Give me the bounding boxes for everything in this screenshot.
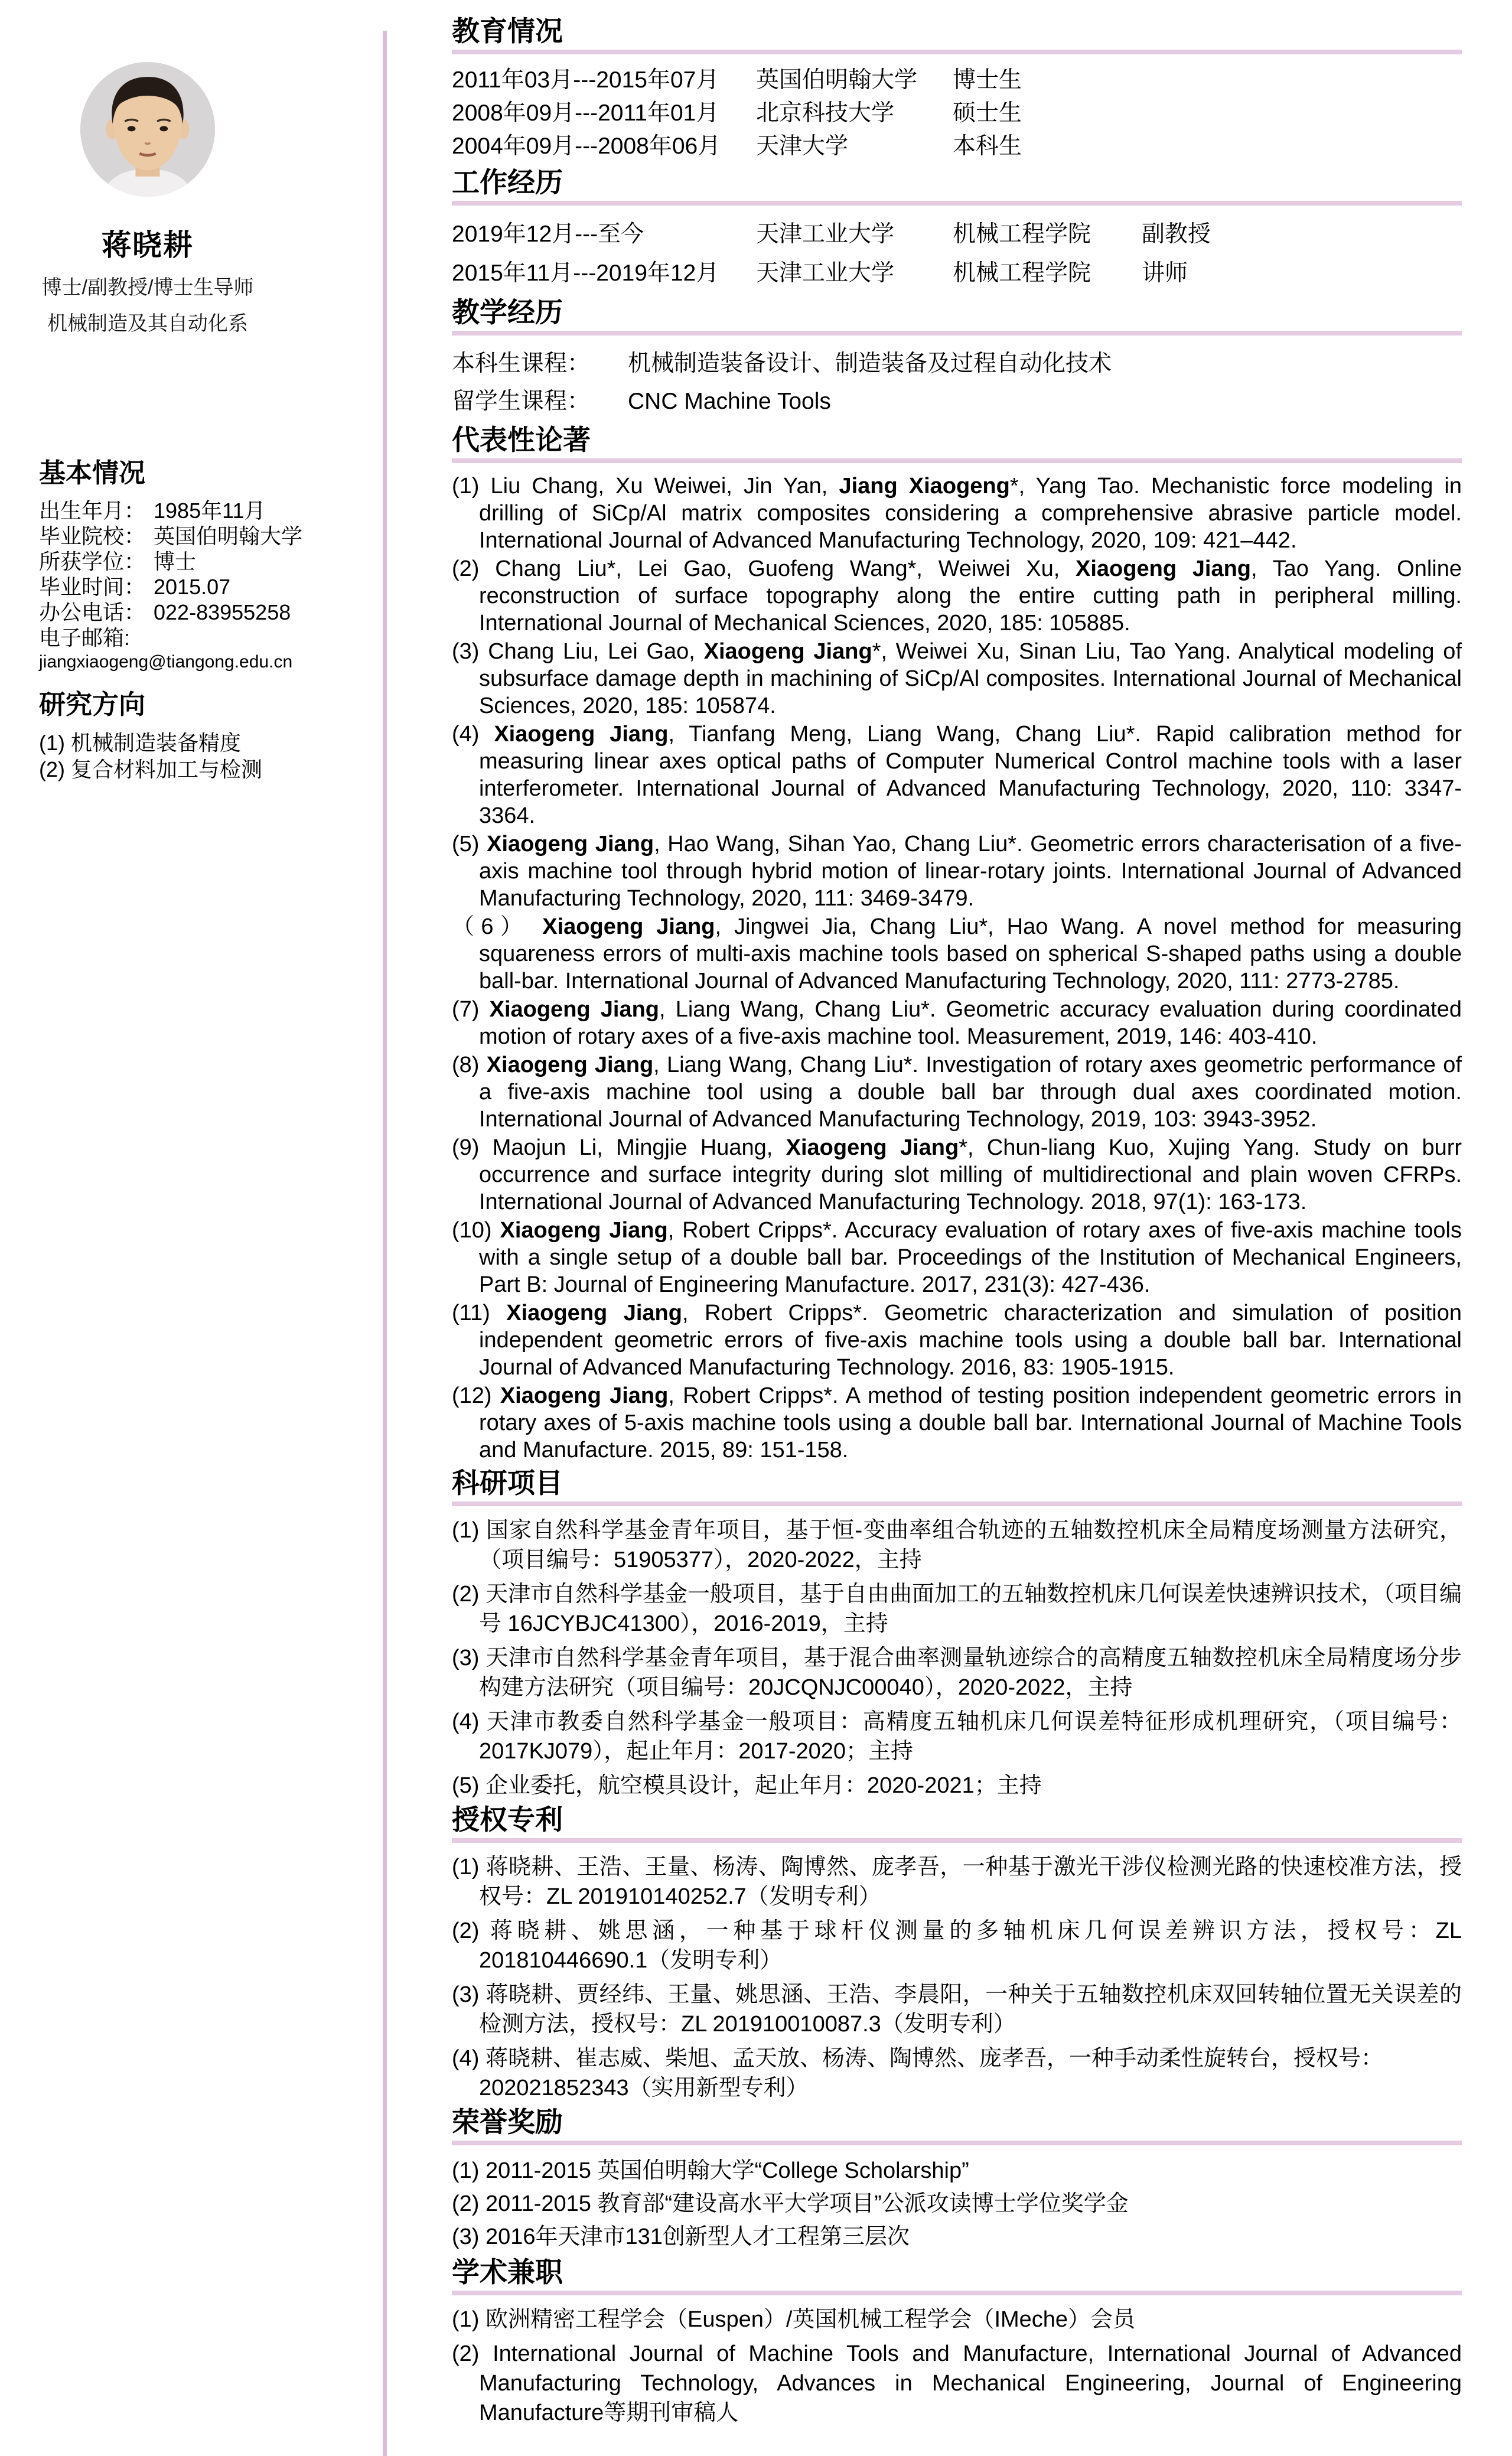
table-cell: 硕士生 xyxy=(953,100,1022,126)
info-value: CNC Machine Tools xyxy=(628,389,831,414)
basic-info-section xyxy=(39,458,346,674)
info-label: 留学生课程： xyxy=(452,389,591,414)
list-item: (5) 企业委托，航空模具设计，起止年月：2020-2021；主持 xyxy=(452,1773,1042,1798)
info-value: 博士 xyxy=(154,549,197,574)
projects-heading: 科研项目 xyxy=(452,1467,563,1499)
publications-list xyxy=(452,473,1462,1464)
table-cell: 副教授 xyxy=(1142,222,1211,247)
list-item-number: (1) xyxy=(452,1855,486,1880)
section-divider xyxy=(452,331,1462,335)
list-item: (2) 蒋晓耕、姚思涵，一种基于球杆仪测量的多轴机床几何误差辨识方法，授权号：ZL 201810446690.1（发明专利） xyxy=(452,1918,1462,1973)
list-item-number: (3) xyxy=(452,2224,485,2249)
patents-section xyxy=(452,1805,1462,2103)
list-item-number: (5) xyxy=(452,1773,485,1798)
list-item: (3) 蒋晓耕、贾经纬、王量、姚思涵、王浩、李晨阳，一种关于五轴数控机床双回转轴位置无关误差的检测方法，授权号：ZL 201910010087.3（发明专利） xyxy=(452,1982,1462,2037)
info-value: 022-83955258 xyxy=(154,600,291,624)
profile-block xyxy=(0,62,295,336)
service-section xyxy=(452,2258,1462,2428)
publications-heading: 代表性论著 xyxy=(452,424,591,455)
person-department: 机械制造及其自动化系 xyxy=(47,312,248,335)
list-item: (1) 2011-2015 英国伯明翰大学“College Scholarship” xyxy=(452,2158,969,2183)
table-row xyxy=(452,215,1462,254)
info-label: 出生年月： xyxy=(39,499,146,523)
list-item-number: (4) xyxy=(452,2046,485,2071)
list-item: (4) Xiaogeng Jiang, Tianfang Meng, Liang Wang, Chang Liu*. Rapid calibration method for measuring linear axes optical paths of Computer Numerical Control machine tools with a laser interferometer. International Journal of Advanced Manufacturing Technology, 2020, 110: 3347-3364. xyxy=(452,722,1462,828)
info-value: 英国伯明翰大学 xyxy=(154,524,303,548)
section-divider xyxy=(452,201,1462,206)
list-item: （6） Xiaogeng Jiang, Jingwei Jia, Chang Liu*, Hao Wang. A novel method for measuring squareness errors of multi-axis machine tools based on spherical S-shaped paths using a double ball-bar. International Journal of Advanced Manufacturing Technology, 2020, 111: 2773-2785. xyxy=(452,914,1462,994)
section-divider xyxy=(452,2291,1462,2295)
info-row xyxy=(452,345,1462,383)
list-item: (11) Xiaogeng Jiang, Robert Cripps*. Geometric characterization and simulation of position independent geometric errors of five-axis machine tools using a double ball bar. International Journal of Advanced Manufacturing Technology. 2016, 83: 1905-1915. xyxy=(452,1301,1462,1380)
publications-section xyxy=(452,425,1462,1464)
list-item-number: (3) xyxy=(452,1646,486,1670)
teaching-list xyxy=(452,345,1462,421)
education-section xyxy=(452,17,1462,163)
table-cell: 博士生 xyxy=(953,67,1022,93)
info-value: 2015.07 xyxy=(154,575,231,599)
teaching-heading: 教学经历 xyxy=(452,297,563,328)
list-item: (4) 蒋晓耕、崔志威、柴旭、孟天放、杨涛、陶博然、庞孝吾，一种手动柔性旋转台，授权号： 202021852343（实用新型专利） xyxy=(452,2046,1384,2100)
table-row xyxy=(452,130,1462,163)
info-row xyxy=(39,625,346,674)
projects-list xyxy=(452,1516,1462,1800)
info-value: 1985年11月 xyxy=(154,499,266,523)
work-heading: 工作经历 xyxy=(452,167,563,198)
section-divider xyxy=(452,458,1462,463)
list-item: (8) Xiaogeng Jiang, Liang Wang, Chang Liu*. Investigation of rotary axes geometric performance of a five-axis machine tool using a double ball bar through dual axes coordinated motion. International Journal of Advanced Manufacturing Technology, 2019, 103: 3943-3952. xyxy=(452,1053,1462,1132)
sidebar-divider-line xyxy=(383,31,387,2456)
sidebar xyxy=(0,0,346,783)
list-item-number: (1) xyxy=(452,474,491,499)
info-row xyxy=(452,383,1462,421)
info-label: 毕业时间： xyxy=(39,575,146,599)
list-item: (7) Xiaogeng Jiang, Liang Wang, Chang Liu*. Geometric accuracy evaluation during coordinated motion of rotary axes of a five-axis machine tool. Measurement, 2019, 146: 403-410. xyxy=(452,997,1462,1049)
list-item-number: (2) xyxy=(452,1582,485,1607)
research-direction-section xyxy=(39,689,346,783)
list-item: (5) Xiaogeng Jiang, Hao Wang, Sihan Yao, Chang Liu*. Geometric errors characterisation of a five-axis machine tool through hybrid motion of linear-rotary joints. International Journal of Advanced Manufacturing Technology, 2020, 111: 3469-3479. xyxy=(452,832,1462,911)
table-cell: 2019年12月---至今 xyxy=(452,222,644,247)
list-item-number: (2) xyxy=(452,1918,490,1943)
list-item-number: (1) xyxy=(39,731,71,755)
list-item: (3) Chang Liu, Lei Gao, Xiaogeng Jiang*, Weiwei Xu, Sinan Liu, Tao Yang. Analytical modeling of subsurface damage depth in machining of SiCp/Al composites. International Journal of Mechanical Sciences, 2020, 185: 105874. xyxy=(452,639,1462,718)
table-cell: 讲师 xyxy=(1142,260,1188,286)
list-item-number: (7) xyxy=(452,997,490,1022)
list-item: (2) 复合材料加工与检测 xyxy=(39,757,263,781)
table-cell: 本科生 xyxy=(953,133,1022,159)
projects-section xyxy=(452,1468,1462,1800)
work-section xyxy=(452,168,1462,293)
list-item-number: (1) xyxy=(452,1518,487,1543)
table-cell: 2015年11月---2019年12月 xyxy=(452,260,719,286)
list-item: (2) 2011-2015 教育部“建设高水平大学项目”公派攻读博士学位奖学金 xyxy=(452,2191,1129,2216)
list-item: (1) 蒋晓耕、王浩、王量、杨涛、陶博然、庞孝吾，一种基于激光干涉仪检测光路的快速校准方法，授权号：ZL 201910140252.7（发明专利） xyxy=(452,1855,1462,1909)
info-value: 机械制造装备设计、制造装备及过程自动化技术 xyxy=(628,351,1112,376)
honors-section xyxy=(452,2108,1462,2253)
info-label: 毕业院校： xyxy=(39,524,146,548)
list-item-number: (2) xyxy=(452,556,496,581)
patents-list xyxy=(452,1852,1462,2103)
work-table xyxy=(452,215,1462,293)
list-item: (2) Chang Liu*, Lei Gao, Guofeng Wang*, Weiwei Xu, Xiaogeng Jiang, Tao Yang. Online reconstruction of surface topography along the entire cutting path in peripheral milling. International Journal of Mechanical Sciences, 2020, 185: 105885. xyxy=(452,556,1462,636)
list-item: (1) 机械制造装备精度 xyxy=(39,731,242,755)
list-item: (1) 国家自然科学基金青年项目，基于恒-变曲率组合轨迹的五轴数控机床全局精度场测量方法研究，（项目编号：51905377），2020-2022，主持 xyxy=(452,1518,1462,1572)
info-label: 电子邮箱: xyxy=(39,626,131,650)
table-cell: 北京科技大学 xyxy=(756,100,895,126)
section-divider xyxy=(452,1838,1462,1843)
list-item-number: (2) xyxy=(452,2341,493,2366)
section-divider xyxy=(452,1501,1462,1506)
list-item-number: (5) xyxy=(452,832,487,856)
section-divider xyxy=(452,2141,1462,2145)
info-row xyxy=(39,600,346,625)
honors-heading: 荣誉奖励 xyxy=(452,2106,563,2138)
list-item: (3) 天津市自然科学基金青年项目，基于混合曲率测量轨迹综合的高精度五轴数控机床全局精度场分步构建方法研究（项目编号：20JCQNJC00040），2020-2022，主持 xyxy=(452,1646,1462,1700)
portrait-illustration xyxy=(80,62,215,197)
table-row xyxy=(452,254,1462,293)
list-item: (2) 天津市自然科学基金一般项目，基于自由曲面加工的五轴数控机床几何误差快速辨识技术，（项目编号 16JCYBJC41300），2016-2019，主持 xyxy=(452,1582,1462,1636)
info-row xyxy=(39,523,346,549)
list-item-number: (9) xyxy=(452,1135,493,1160)
list-item-number: (11) xyxy=(452,1301,507,1325)
list-item-number: (2) xyxy=(452,2191,485,2216)
table-cell: 天津工业大学 xyxy=(756,222,895,247)
list-item-number: (8) xyxy=(452,1053,487,1077)
list-item: (12) Xiaogeng Jiang, Robert Cripps*. A method of testing position independent geometric errors in rotary axes of 5-axis machine tools using a double ball bar. International Journal of Machine Tools and Manufacture. 2015, 89: 151-158. xyxy=(452,1383,1462,1462)
list-item-number: (1) xyxy=(452,2158,485,2183)
list-item-number: (3) xyxy=(452,1982,486,2007)
table-cell: 英国伯明翰大学 xyxy=(756,67,918,93)
table-cell: 2011年03月---2015年07月 xyxy=(452,67,719,93)
list-item-number: (1) xyxy=(452,2307,485,2332)
section-divider xyxy=(452,50,1462,54)
table-cell: 2004年09月---2008年06月 xyxy=(452,133,721,159)
teaching-section xyxy=(452,298,1462,421)
list-item: (1) Liu Chang, Xu Weiwei, Jin Yan, Jiang Xiaogeng*, Yang Tao. Mechanistic force modeling in drilling of SiCp/Al matrix composites considering a comprehensive abrasive particle model. International Journal of Advanced Manufacturing Technology, 2020, 109: 421–442. xyxy=(452,474,1462,553)
info-row xyxy=(39,549,346,574)
list-item: (9) Maojun Li, Mingjie Huang, Xiaogeng Jiang*, Chun-liang Kuo, Xujing Yang. Study on burr occurrence and surface integrity during slot milling of multidirectional and plain woven CFRPs. International Journal of Advanced Manufacturing Technology. 2018, 97(1): 163-173. xyxy=(452,1135,1462,1214)
list-item: (4) 天津市教委自然科学基金一般项目：高精度五轴机床几何误差特征形成机理研究，（项目编号：2017KJ079），起止年月：2017-2020；主持 xyxy=(452,1709,1462,1764)
table-cell: 2008年09月---2011年01月 xyxy=(452,100,719,126)
info-label: 所获学位： xyxy=(39,549,146,574)
info-row xyxy=(39,498,346,523)
service-list xyxy=(452,2305,1462,2428)
patents-heading: 授权专利 xyxy=(452,1804,563,1835)
list-item-number: (2) xyxy=(39,757,71,781)
basic-info-heading: 基本情况 xyxy=(39,458,146,488)
person-title: 博士/副教授/博士生导师 xyxy=(41,276,254,299)
table-row xyxy=(452,97,1462,130)
list-item: (2) International Journal of Machine Tools and Manufacture, International Journal of Advanced Manufacturing Technology, Advances in Mechanical Engineering, Journal of Engineering Manufacture等期刊审稿人 xyxy=(452,2341,1462,2425)
info-row xyxy=(39,574,346,600)
list-item: (3) 2016年天津市131创新型人才工程第三层次 xyxy=(452,2224,910,2249)
list-item-number: (10) xyxy=(452,1218,500,1243)
honors-list xyxy=(452,2155,1462,2253)
info-value: jiangxiaogeng@tiangong.edu.cn xyxy=(39,652,293,672)
list-item-number: (12) xyxy=(452,1383,500,1408)
list-item: (1) 欧洲精密工程学会（Euspen）/英国机械工程学会（IMeche）会员 xyxy=(452,2307,1136,2332)
table-cell: 天津工业大学 xyxy=(756,260,895,286)
main-content xyxy=(452,0,1462,2432)
list-item: (10) Xiaogeng Jiang, Robert Cripps*. Accuracy evaluation of rotary axes of five-axis machine tools with a single setup of a double ball bar. Proceedings of the Institution of Mechanical Engineers, Part B: Journal of Engineering Manufacture. 2017, 231(3): 427-436. xyxy=(452,1218,1462,1297)
person-name: 蒋晓耕 xyxy=(102,229,194,262)
table-row xyxy=(452,64,1462,97)
profile-photo xyxy=(80,62,215,197)
info-label: 办公电话： xyxy=(39,600,146,624)
table-cell: 天津大学 xyxy=(756,133,849,159)
info-label: 本科生课程： xyxy=(452,351,591,376)
education-heading: 教育情况 xyxy=(452,15,563,47)
list-item-number: (4) xyxy=(452,1709,487,1734)
list-item-number: (3) xyxy=(452,639,488,664)
table-cell: 机械工程学院 xyxy=(953,260,1091,286)
education-table xyxy=(452,64,1462,163)
service-heading: 学术兼职 xyxy=(452,2256,563,2288)
basic-info-list xyxy=(39,498,346,674)
list-item-number: （6） xyxy=(452,914,543,939)
research-direction-list xyxy=(39,729,346,783)
list-item-number: (4) xyxy=(452,722,494,747)
research-direction-heading: 研究方向 xyxy=(39,689,146,719)
table-cell: 机械工程学院 xyxy=(953,222,1091,247)
